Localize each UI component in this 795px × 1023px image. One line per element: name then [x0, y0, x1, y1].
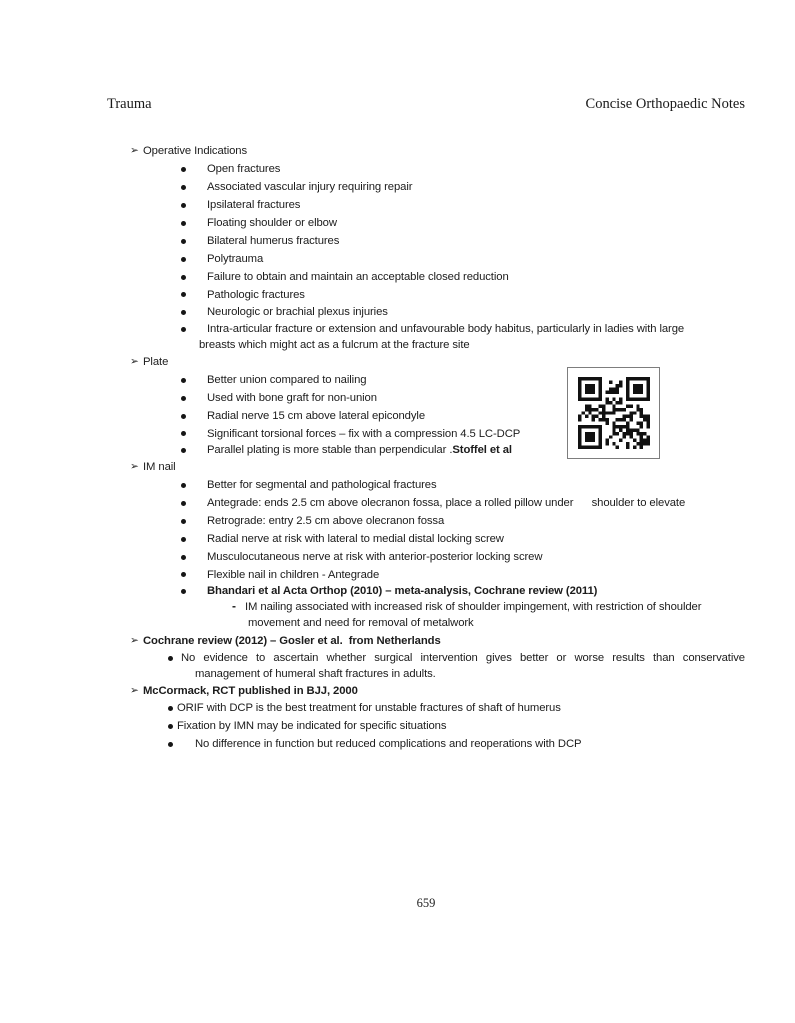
doc-line: [0, 250, 795, 268]
doc-line: [0, 232, 795, 250]
round-bullet-icon: [181, 555, 186, 560]
arrow-bullet-icon: ➢: [130, 144, 139, 157]
round-bullet-icon: [181, 378, 186, 383]
round-bullet-icon: [181, 431, 186, 436]
doc-line-text: Retrograde: entry 2.5 cm above olecranon fossa: [207, 515, 445, 527]
doc-line-text: management of humeral shaft fractures in adults.: [195, 668, 436, 680]
doc-line: [0, 442, 795, 458]
doc-line-text: Operative Indications: [143, 145, 248, 157]
doc-line-text: Open fractures: [207, 163, 281, 175]
doc-line-text: Intra-articular fracture or extension and unfavourable body habitus, particularly in ladies with large: [207, 323, 685, 335]
doc-line-text: Antegrade: ends 2.5 cm above olecranon fossa, place a rolled pillow under shoulder to elevate: [207, 497, 686, 509]
round-bullet-icon: [181, 239, 186, 244]
doc-line: [0, 160, 795, 178]
round-bullet-icon: [181, 257, 186, 262]
doc-line-text: Musculocutaneous nerve at risk with anterior-posterior locking screw: [207, 551, 543, 563]
doc-line-text: Bhandari et al Acta Orthop (2010) – meta-analysis, Cochrane review (2011): [207, 585, 598, 597]
round-bullet-icon: [181, 537, 186, 542]
doc-line: [0, 196, 795, 214]
doc-line-text: Better for segmental and pathological fractures: [207, 479, 437, 491]
round-bullet-icon: [181, 327, 186, 332]
round-bullet-icon: [181, 203, 186, 208]
doc-line-text: Parallel plating is more stable than perpendicular .Stoffel et al: [207, 444, 512, 456]
doc-line: [0, 425, 795, 442]
round-bullet-icon: [181, 589, 186, 594]
round-bullet-icon: [168, 656, 173, 661]
doc-line: [0, 268, 795, 286]
doc-line: [0, 142, 795, 160]
doc-line: [0, 337, 795, 353]
round-bullet-icon: [181, 448, 186, 453]
page-number: 659: [416, 896, 436, 910]
doc-line-text: Better union compared to nailing: [207, 374, 367, 386]
round-bullet-icon: [181, 275, 186, 280]
arrow-bullet-icon: ➢: [130, 634, 139, 647]
round-bullet-icon: [181, 221, 186, 226]
doc-line-text: Plate: [143, 356, 169, 368]
doc-line: [0, 178, 795, 196]
dash-bullet-icon: -: [232, 599, 236, 614]
arrow-bullet-icon: ➢: [130, 355, 139, 368]
doc-line-text: ORIF with DCP is the best treatment for unstable fractures of shaft of humerus: [177, 702, 561, 714]
qr-code-box: [567, 367, 660, 459]
page-header: [107, 96, 745, 113]
round-bullet-icon: [168, 706, 173, 711]
doc-line-text: movement and need for removal of metalwork: [248, 617, 474, 629]
doc-line-text: Neurologic or brachial plexus injuries: [207, 306, 388, 318]
doc-line-text: Failure to obtain and maintain an acceptable closed reduction: [207, 271, 509, 283]
doc-line-text: Fixation by IMN may be indicated for specific situations: [177, 720, 447, 732]
doc-line-text: Significant torsional forces – fix with a compression 4.5 LC-DCP: [207, 427, 521, 440]
doc-line: [0, 389, 795, 407]
doc-line: [0, 548, 795, 566]
doc-line: [0, 321, 795, 337]
round-bullet-icon: [168, 742, 173, 747]
doc-line: [0, 407, 795, 425]
round-bullet-icon: [181, 501, 186, 506]
doc-line: [0, 371, 795, 389]
doc-line-text: Bilateral humerus fractures: [207, 235, 340, 247]
round-bullet-icon: [168, 724, 173, 729]
round-bullet-icon: [181, 519, 186, 524]
doc-line: [0, 530, 795, 548]
doc-line: [0, 699, 795, 717]
doc-line: [0, 494, 795, 512]
doc-line-text: Ipsilateral fractures: [207, 199, 301, 211]
doc-line: [0, 303, 795, 321]
doc-line: [0, 214, 795, 232]
round-bullet-icon: [181, 185, 186, 190]
doc-line-text: McCormack, RCT published in BJJ, 2000: [143, 684, 358, 697]
doc-line-text: Flexible nail in children - Antegrade: [207, 568, 380, 581]
doc-line: [0, 566, 795, 583]
arrow-bullet-icon: ➢: [130, 460, 139, 473]
round-bullet-icon: [181, 310, 186, 315]
doc-line: [0, 650, 795, 666]
header-chapter-title: Trauma: [107, 96, 152, 112]
doc-line-text: No evidence to ascertain whether surgical intervention gives better or worse results than conservative: [181, 652, 745, 664]
doc-line: [0, 666, 795, 682]
doc-line: [0, 476, 795, 494]
doc-line: [0, 682, 795, 699]
round-bullet-icon: [181, 396, 186, 401]
round-bullet-icon: [181, 292, 186, 297]
doc-line-text: Used with bone graft for non-union: [207, 392, 377, 404]
document-body: [0, 142, 795, 753]
round-bullet-icon: [181, 572, 186, 577]
doc-line: [0, 512, 795, 530]
arrow-bullet-icon: ➢: [130, 684, 139, 697]
doc-line-text: Pathologic fractures: [207, 288, 305, 301]
doc-line-text: No difference in function but reduced complications and reoperations with DCP: [195, 738, 582, 750]
round-bullet-icon: [181, 167, 186, 172]
doc-line-text: Associated vascular injury requiring repair: [207, 181, 413, 193]
doc-line: [0, 353, 795, 371]
doc-line-text: Radial nerve 15 cm above lateral epicondyle: [207, 410, 426, 422]
qr-code: [578, 377, 650, 449]
doc-line: [0, 717, 795, 735]
doc-line-text: breasts which might act as a fulcrum at the fracture site: [199, 339, 470, 351]
doc-line: [0, 599, 795, 615]
doc-line-text: Cochrane review (2012) – Gosler et al. from Netherlands: [143, 634, 441, 647]
doc-line: [0, 458, 795, 476]
doc-line: [0, 286, 795, 303]
doc-line: [0, 735, 795, 753]
header-book-title: Concise Orthopaedic Notes: [585, 96, 745, 112]
round-bullet-icon: [181, 483, 186, 488]
doc-line-text: Floating shoulder or elbow: [207, 217, 337, 229]
doc-line-text: IM nail: [143, 461, 176, 473]
round-bullet-icon: [181, 414, 186, 419]
doc-line: [0, 631, 795, 650]
doc-line: [0, 583, 795, 599]
doc-line: [0, 615, 795, 631]
doc-line-text: Radial nerve at risk with lateral to medial distal locking screw: [207, 533, 504, 545]
doc-line-text: Polytrauma: [207, 253, 264, 265]
doc-line-text: IM nailing associated with increased risk of shoulder impingement, with restriction of shoulder: [245, 601, 702, 613]
